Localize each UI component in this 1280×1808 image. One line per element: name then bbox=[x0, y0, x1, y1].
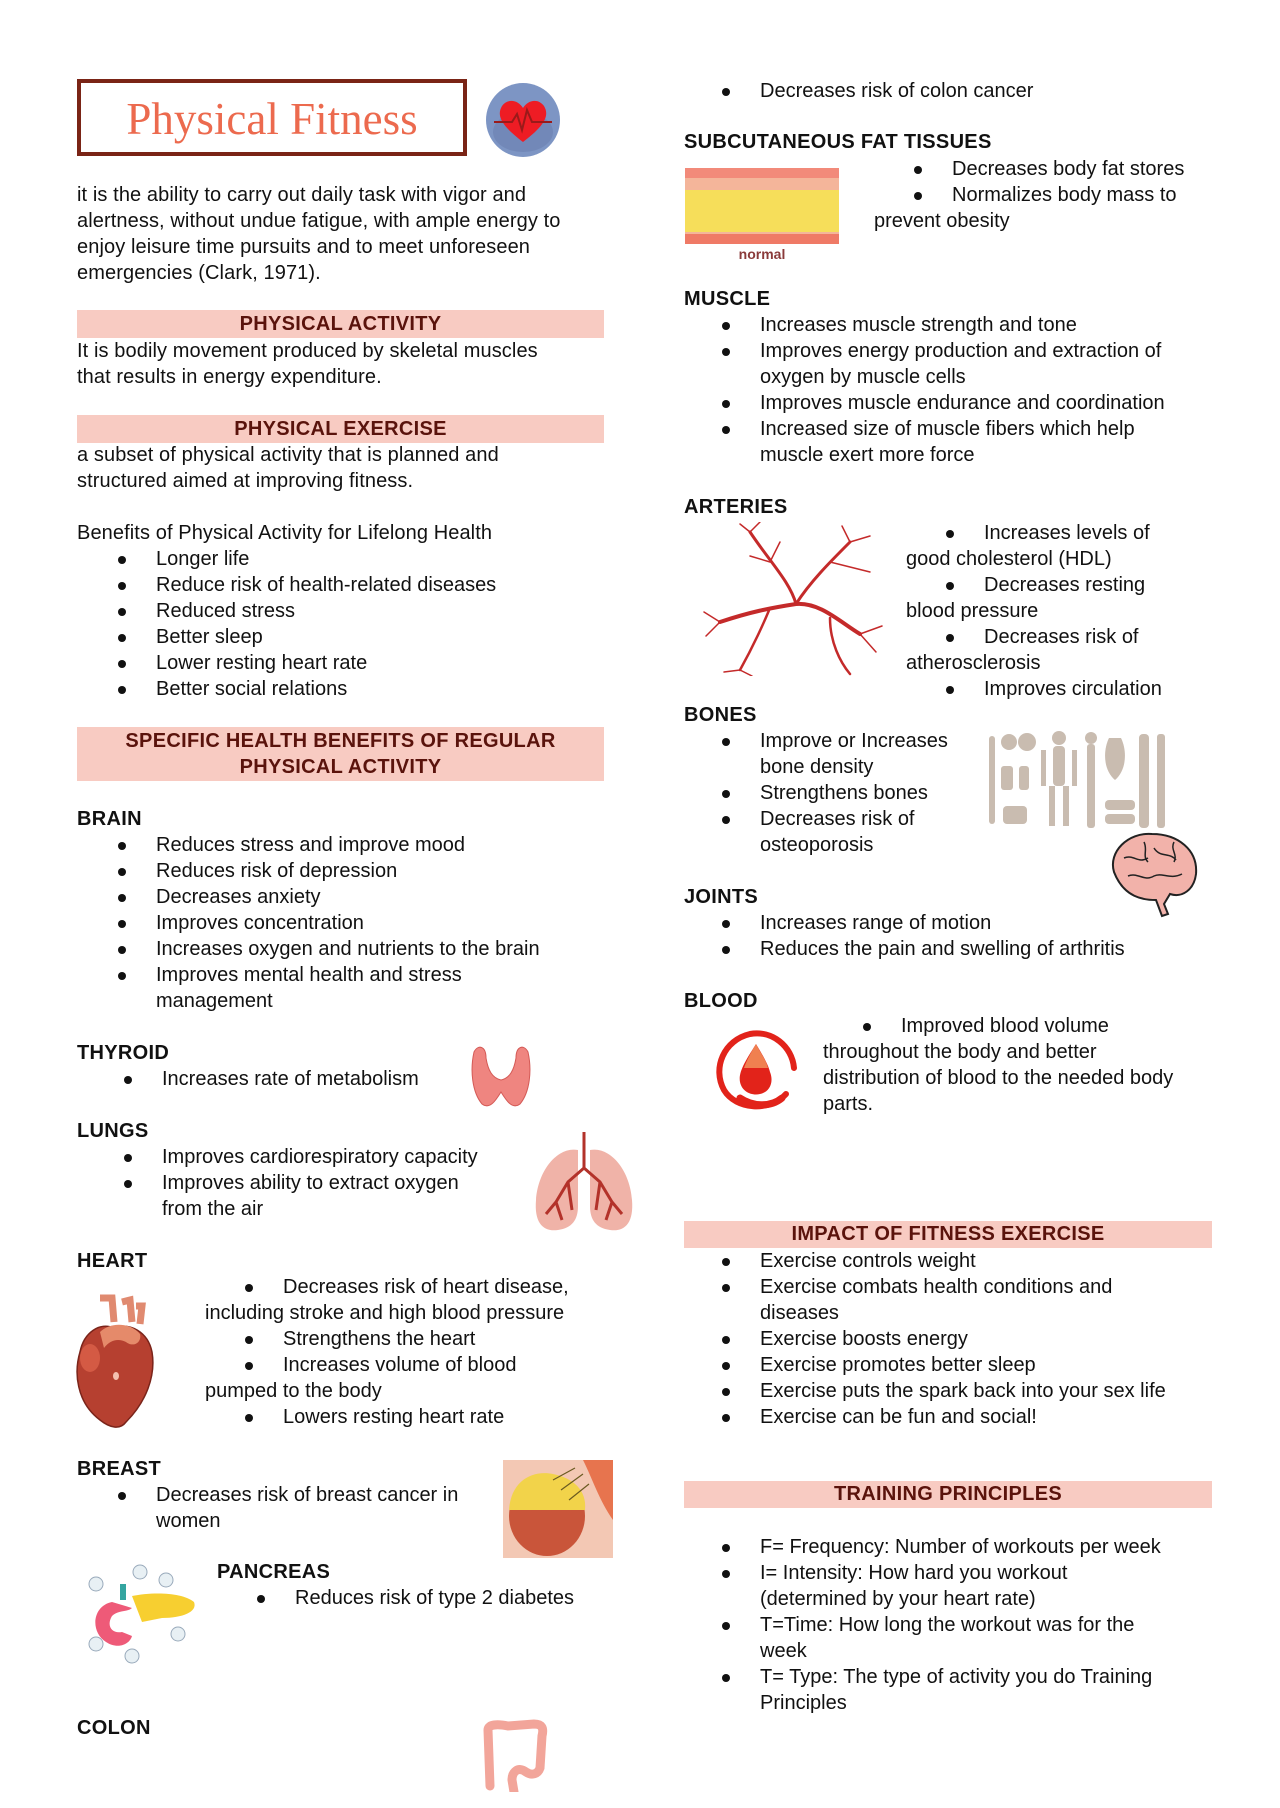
list-item: Increases rate of metabolism bbox=[124, 1066, 419, 1092]
brain-image bbox=[1104, 828, 1202, 918]
list-item: Improves mental health and stress bbox=[118, 962, 462, 988]
bullet-icon bbox=[124, 1180, 132, 1188]
list-item: Strengthens bones bbox=[722, 780, 928, 806]
list-item: Increases volume of blood bbox=[245, 1352, 516, 1378]
heading-arteries: ARTERIES bbox=[684, 496, 788, 518]
bullet-icon bbox=[946, 582, 954, 590]
bullet-icon bbox=[245, 1284, 253, 1292]
bullet-icon bbox=[118, 608, 126, 616]
bullet-icon bbox=[257, 1595, 265, 1603]
list-item-continuation: oxygen by muscle cells bbox=[760, 366, 966, 388]
list-item: Reduces the pain and swelling of arthritis bbox=[722, 936, 1125, 962]
list-item: Increases levels of bbox=[946, 520, 1150, 546]
list-item: Better sleep bbox=[118, 624, 263, 650]
list-item: Improves cardiorespiratory capacity bbox=[124, 1144, 478, 1170]
arteries-image bbox=[700, 522, 886, 676]
list-item: Exercise puts the spark back into your sex life bbox=[722, 1378, 1166, 1404]
list-item: Decreases risk of bbox=[946, 624, 1139, 650]
bullet-icon bbox=[722, 1336, 730, 1344]
skeleton-image bbox=[985, 730, 1175, 832]
list-item-continuation: distribution of blood to the needed body bbox=[823, 1067, 1174, 1089]
heading-heart: HEART bbox=[77, 1250, 148, 1272]
list-item-continuation: good cholesterol (HDL) bbox=[906, 548, 1112, 570]
bullet-icon bbox=[722, 1258, 730, 1266]
heading-bones: BONES bbox=[684, 704, 757, 726]
bullet-icon bbox=[722, 1544, 730, 1552]
heading-blood: BLOOD bbox=[684, 990, 758, 1012]
fitness-definition: it is the ability to carry out daily task with vigor and alertness, without undue fatigue, with ample energy to enjoy leisure time pursuits and to meet unforeseen emergencies (Clark, 1971). bbox=[77, 184, 561, 284]
thyroid-image bbox=[466, 1040, 536, 1110]
list-item: Improve or Increases bbox=[722, 728, 948, 754]
list-item: T= Type: The type of activity you do Training bbox=[722, 1664, 1152, 1690]
heart-pulse-icon bbox=[484, 80, 562, 160]
bullet-icon bbox=[118, 842, 126, 850]
list-item-continuation: pumped to the body bbox=[205, 1380, 382, 1402]
bullet-icon bbox=[124, 1076, 132, 1084]
list-item: Improves ability to extract oxygen bbox=[124, 1170, 459, 1196]
heading-breast: BREAST bbox=[77, 1458, 162, 1480]
list-item: Reduces risk of type 2 diabetes bbox=[257, 1585, 574, 1611]
list-item: Reduces risk of depression bbox=[118, 858, 397, 884]
list-item: F= Frequency: Number of workouts per week bbox=[722, 1534, 1161, 1560]
list-item: Improves concentration bbox=[118, 910, 364, 936]
bullet-icon bbox=[722, 1414, 730, 1422]
blood-drop-icon bbox=[710, 1024, 804, 1116]
list-item: Decreases risk of colon cancer bbox=[722, 78, 1033, 104]
list-item-continuation: week bbox=[760, 1640, 807, 1662]
list-item: Reduce risk of health-related diseases bbox=[118, 572, 496, 598]
list-item: Increased size of muscle fibers which help bbox=[722, 416, 1135, 442]
bullet-icon bbox=[722, 400, 730, 408]
list-item: Lower resting heart rate bbox=[118, 650, 367, 676]
bullet-icon bbox=[118, 920, 126, 928]
list-item: Decreases risk of heart disease, bbox=[245, 1274, 569, 1300]
list-item: T=Time: How long the workout was for the bbox=[722, 1612, 1134, 1638]
bullet-icon bbox=[863, 1023, 871, 1031]
list-item: Increases oxygen and nutrients to the brain bbox=[118, 936, 540, 962]
heading-brain: BRAIN bbox=[77, 808, 142, 830]
heading-pancreas: PANCREAS bbox=[217, 1561, 331, 1583]
list-item-continuation: including stroke and high blood pressure bbox=[205, 1302, 565, 1324]
lifelong-benefits-heading: Benefits of Physical Activity for Lifelong Health bbox=[77, 522, 493, 544]
list-item: Increases range of motion bbox=[722, 910, 991, 936]
bullet-icon bbox=[245, 1362, 253, 1370]
list-item: Decreases anxiety bbox=[118, 884, 321, 910]
heading-colon: COLON bbox=[77, 1717, 151, 1739]
heading-thyroid: THYROID bbox=[77, 1042, 170, 1064]
list-item: Reduced stress bbox=[118, 598, 295, 624]
bullet-icon bbox=[118, 582, 126, 590]
list-item: Decreases risk of bbox=[722, 806, 915, 832]
list-item: Strengthens the heart bbox=[245, 1326, 475, 1352]
heading-subcutaneous-fat: SUBCUTANEOUS FAT TISSUES bbox=[684, 131, 992, 153]
bullet-icon bbox=[946, 634, 954, 642]
list-item: Exercise combats health conditions and bbox=[722, 1274, 1112, 1300]
bullet-icon bbox=[118, 946, 126, 954]
bullet-icon bbox=[722, 322, 730, 330]
bullet-icon bbox=[722, 1674, 730, 1682]
heading-physical-exercise: PHYSICAL EXERCISE bbox=[77, 415, 604, 443]
list-item: Improves circulation bbox=[946, 676, 1162, 702]
list-item: Exercise promotes better sleep bbox=[722, 1352, 1036, 1378]
list-item-continuation: bone density bbox=[760, 756, 874, 778]
bullet-icon bbox=[722, 816, 730, 824]
fat-tissue-image bbox=[685, 168, 839, 268]
list-item: Improves muscle endurance and coordination bbox=[722, 390, 1165, 416]
heading-joints: JOINTS bbox=[684, 886, 759, 908]
list-item: Exercise controls weight bbox=[722, 1248, 976, 1274]
title-box bbox=[77, 79, 467, 156]
colon-image bbox=[478, 1716, 552, 1792]
bullet-icon bbox=[118, 686, 126, 694]
bullet-icon bbox=[722, 1622, 730, 1630]
list-item-continuation: (determined by your heart rate) bbox=[760, 1588, 1036, 1610]
list-item: I= Intensity: How hard you workout bbox=[722, 1560, 1067, 1586]
list-item: Better social relations bbox=[118, 676, 347, 702]
list-item-continuation: blood pressure bbox=[906, 600, 1039, 622]
bullet-icon bbox=[722, 426, 730, 434]
bullet-icon bbox=[722, 946, 730, 954]
list-item: Longer life bbox=[118, 546, 249, 572]
list-item: Decreases resting bbox=[946, 572, 1145, 598]
fat-image-label: normal bbox=[738, 246, 786, 262]
heading-physical-activity: PHYSICAL ACTIVITY bbox=[77, 310, 604, 338]
list-item-continuation: throughout the body and better bbox=[823, 1041, 1097, 1063]
list-item: Exercise can be fun and social! bbox=[722, 1404, 1037, 1430]
bullet-icon bbox=[914, 192, 922, 200]
heading-impact-fitness-exercise: IMPACT OF FITNESS EXERCISE bbox=[684, 1221, 1212, 1248]
heading-lungs: LUNGS bbox=[77, 1120, 149, 1142]
bullet-icon bbox=[118, 894, 126, 902]
bullet-icon bbox=[946, 530, 954, 538]
list-item-continuation: parts. bbox=[823, 1093, 874, 1115]
physical-activity-definition: It is bodily movement produced by skeletal muscles that results in energy expenditure. bbox=[77, 340, 538, 388]
list-item: Exercise boosts energy bbox=[722, 1326, 968, 1352]
list-item-continuation: women bbox=[156, 1510, 221, 1532]
bullet-icon bbox=[722, 920, 730, 928]
list-item: Decreases risk of breast cancer in bbox=[118, 1482, 458, 1508]
list-item-continuation: osteoporosis bbox=[760, 834, 874, 856]
list-item-continuation: from the air bbox=[162, 1198, 264, 1220]
pancreas-image bbox=[82, 1562, 202, 1666]
bullet-icon bbox=[722, 738, 730, 746]
breast-image bbox=[503, 1460, 613, 1558]
bullet-icon bbox=[722, 1570, 730, 1578]
bullet-icon bbox=[118, 972, 126, 980]
list-item: Decreases body fat stores bbox=[914, 156, 1184, 182]
heading-specific-benefits: SPECIFIC HEALTH BENEFITS OF REGULAR PHYSICAL ACTIVITY bbox=[77, 727, 604, 781]
list-item-continuation: Principles bbox=[760, 1692, 847, 1714]
bullet-icon bbox=[722, 790, 730, 798]
bullet-icon bbox=[722, 1388, 730, 1396]
bullet-icon bbox=[118, 868, 126, 876]
bullet-icon bbox=[118, 556, 126, 564]
list-item: Improved blood volume bbox=[863, 1013, 1109, 1039]
page-title: Physical Fitness bbox=[126, 94, 418, 144]
list-item: Increases muscle strength and tone bbox=[722, 312, 1077, 338]
physical-exercise-definition: a subset of physical activity that is planned and structured aimed at improving fitness. bbox=[77, 444, 499, 492]
bullet-icon bbox=[946, 686, 954, 694]
bullet-icon bbox=[118, 634, 126, 642]
list-item-continuation: atherosclerosis bbox=[906, 652, 1041, 674]
bullet-icon bbox=[245, 1414, 253, 1422]
list-item: Lowers resting heart rate bbox=[245, 1404, 504, 1430]
bullet-icon bbox=[722, 1362, 730, 1370]
bullet-icon bbox=[118, 1492, 126, 1500]
list-item-continuation: muscle exert more force bbox=[760, 444, 975, 466]
heart-image bbox=[70, 1292, 162, 1432]
list-item: Reduces stress and improve mood bbox=[118, 832, 465, 858]
list-item: Improves energy production and extraction of bbox=[722, 338, 1161, 364]
bullet-icon bbox=[722, 348, 730, 356]
bullet-icon bbox=[914, 166, 922, 174]
list-item-continuation: prevent obesity bbox=[874, 210, 1010, 232]
bullet-icon bbox=[124, 1154, 132, 1162]
heading-training-principles: TRAINING PRINCIPLES bbox=[684, 1481, 1212, 1508]
bullet-icon bbox=[245, 1336, 253, 1344]
bullet-icon bbox=[722, 88, 730, 96]
list-item: Normalizes body mass to bbox=[914, 182, 1177, 208]
list-item-continuation: management bbox=[156, 990, 273, 1012]
heading-muscle: MUSCLE bbox=[684, 288, 771, 310]
lungs-image bbox=[528, 1130, 640, 1234]
list-item-continuation: diseases bbox=[760, 1302, 839, 1324]
bullet-icon bbox=[118, 660, 126, 668]
bullet-icon bbox=[722, 1284, 730, 1292]
